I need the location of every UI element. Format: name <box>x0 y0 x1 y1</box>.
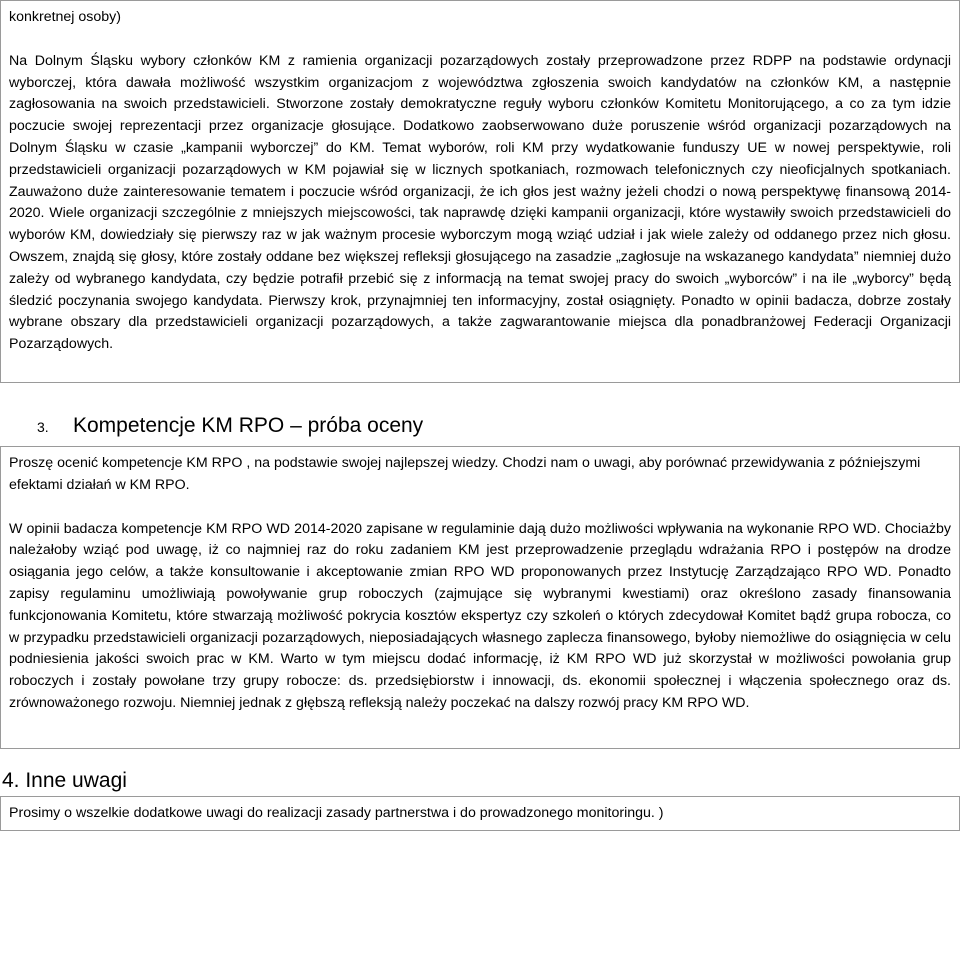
section3-number: 3. <box>37 419 49 435</box>
section4-answer-box <box>0 796 960 831</box>
top-line-text: konkretnej osoby) <box>9 9 121 25</box>
spacer <box>9 497 951 519</box>
section3-paragraph: W opinii badacza kompetencje KM RPO WD 2014-2020 zapisane w regulaminie dają dużo możliwości wpływania na wykonanie RPO WD. Chociażby należałoby wziąć pod uwagę, iż co najmniej raz do roku zadaniem KM jest przeprowadzenie przeglądu wdrażania RPO i postępów na drodze osiągania jego celów, a także konsultowanie i akceptowanie zmian RPO WD proponowanych przez Instytucję Zarządzająco RPO WD. Ponadto zapisy regulaminu umożliwiają powoływanie grup roboczych (zajmujące się wybranymi kwestiami) oraz określono zasady finansowania funkcjonowania Komitetu, które stwarzają możliwość pokrycia kosztów ekspertyz czy szkoleń o których zdecydował Komitet bądź grupa robocza, co w przypadku przedstawicieli organizacji pozarządowych, nieposiadających własnego zaplecza finansowego, byłoby niemożliwe do osiągnięcia w celu podniesienia jakości swoich prac w KM. Warto w tym miejscu dodać informację, iż KM RPO WD już skorzystał w możliwości powołania grup roboczych i zostały powołane trzy grupy robocze: ds. przedsiębiorstw i innowacji, ds. ekonomii społecznej i włączenia społecznego oraz ds. zrównoważonego rozwoju. Niemniej jednak z głębszą refleksją należy poczekać na dalszy rozwój pracy KM RPO WD. <box>9 520 951 711</box>
section4-prompt: Prosimy o wszelkie dodatkowe uwagi do realizacji zasady partnerstwa i do prowadzonego monitoringu. ) <box>9 805 664 821</box>
section3-answer-box <box>0 446 960 749</box>
section2-paragraph: Na Dolnym Śląsku wybory członków KM z ramienia organizacji pozarządowych zostały przeprowadzone przez RDPP na podstawie ordynacji wyborczej, która dawała możliwość wszystkim organizacjom z województwa zgłoszenia swoich kandydatów na członków KM, a następnie zagłosowania na swoich przedstawicieli. Stworzone zostały demokratyczne reguły wyboru członków Komitetu Monitorującego, a co za tym idzie poczucie swojej reprezentacji przez organizacje głosujące. Dodatkowo zaobserwowano duże poruszenie wśród organizacji pozarządowych na Dolnym Śląsku w czasie „kampanii wyborczej” do KM. Temat wyborów, roli KM przy wydatkowanie funduszy UE w nowej perspektywie, roli przedstawicieli organizacji pozarządowych w KM pojawiał się w licznych spotkaniach, rozmowach telefonicznych czy nieoficjalnych spotkaniach. Zauważono duże zainteresowanie tematem i poczucie wśród organizacji, że ich głos jest ważny jeżeli chodzi o nową perspektywę finansową 2014-2020. Wiele organizacji szczególnie z mniejszych miejscowości, tak naprawdę dzięki kampanii organizacji, które wystawiły swoich przedstawicieli do wyborów KM, dowiedziały się pierwszy raz w jak ważnym procesie wyborczym mogą wziąć udział i jak wiele zależy od oddanego przez nich głosu. Owszem, znajdą się głosy, które zostały oddane bez większej refleksji głosującego na zasadzie „zagłosuje na wskazanego kandydata” niemniej dużo zależy od wybranego kandydata, czy będzie potrafił przebić się z informacją na temat swojej pracy do swoich „wyborców” i na ile „wyborcy” będą śledzić poczynania swojego kandydata. Pierwszy krok, przynajmniej ten informacyjny, został osiągnięty. Ponadto w opinii badacza, dobrze zostały wybrane obszary dla przedstawicieli organizacji pozarządowych, a także zagwarantowanie miejsca dla ponadbranżowej Federacji Organizacji Pozarządowych. <box>9 52 951 353</box>
spacer <box>9 29 951 51</box>
section3-title: Kompetencje KM RPO – próba oceny <box>73 414 424 437</box>
section4-heading: 4. Inne uwagi <box>2 769 127 792</box>
section3-heading <box>37 414 937 444</box>
section3-prompt: Proszę ocenić kompetencje KM RPO , na podstawie swojej najlepszej wiedzy. Chodzi nam o uwagi, aby porównać przewidywania z późniejszymi efektami działań w KM RPO. <box>9 455 921 493</box>
section2-answer-box <box>0 0 960 383</box>
